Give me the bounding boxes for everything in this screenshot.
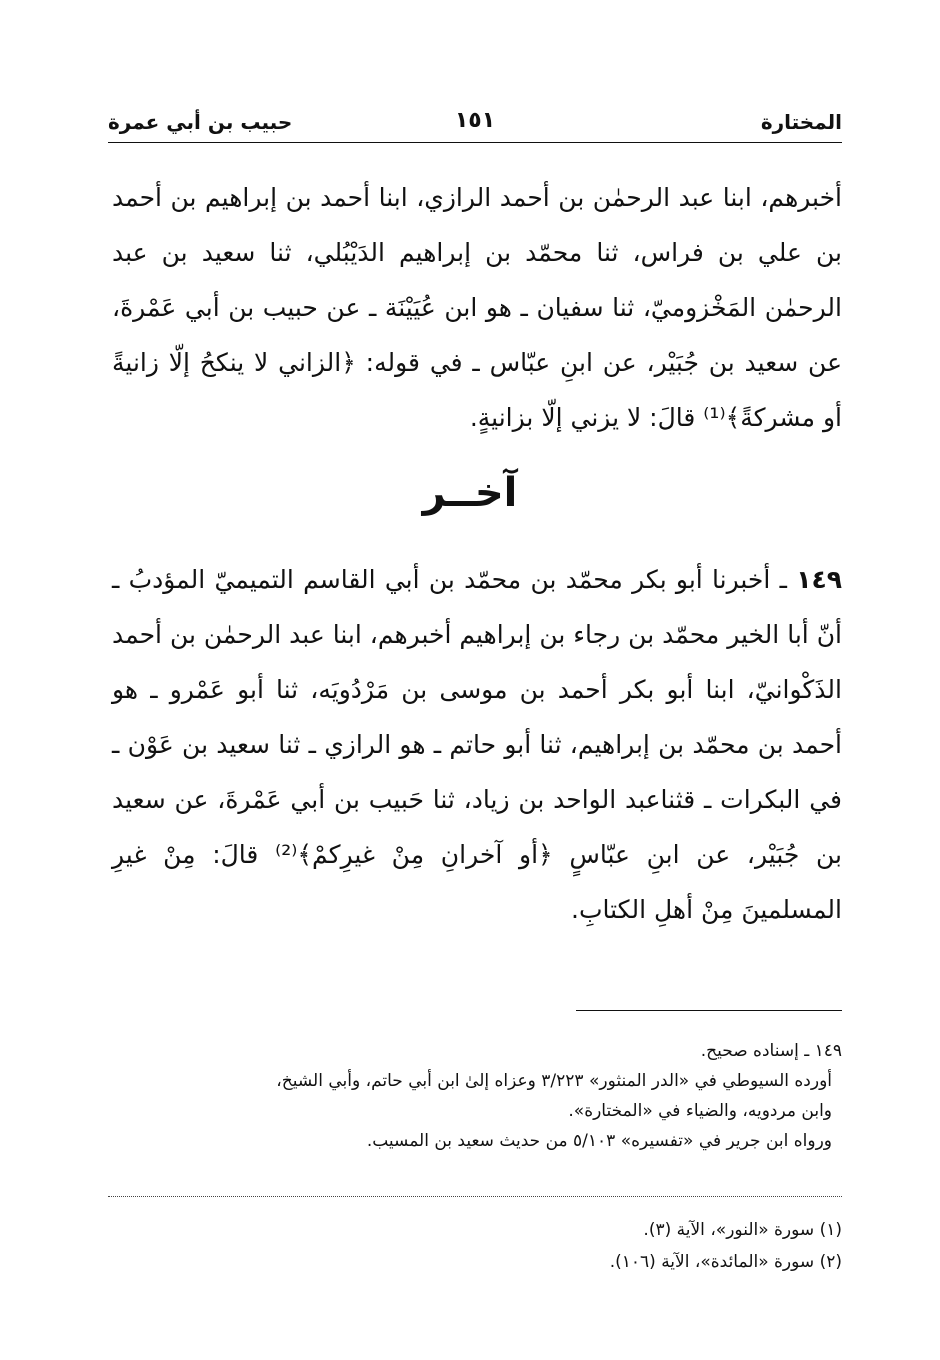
- hadith-number: ١٤٩: [796, 565, 842, 594]
- footnotes-list: [108, 1214, 842, 1278]
- takhrij-line: ١٤٩ ـ إسناده صحيح.: [700, 1041, 842, 1061]
- hadith-paragraph: [112, 552, 842, 937]
- footnote-separator: [576, 1010, 842, 1011]
- running-header: [108, 106, 842, 142]
- hadith-text: ـ أخبرنا أبو بكر محمّد بن محمّد بن أبي القاسم التميميّ المؤدبُ ـ أنّ أبا الخير محمّد بن رجاء بن إبراهيم أخبرهم، ابنا عبد الرحمٰن بن أحمد الذَكْوانيّ، ابنا أبو بكر أحمد بن موسى بن مَرْدُويَه، ثنا أبو عَمْرو ـ هو أحمد بن محمّد بن إبراهيم، ثنا أبو حاتم ـ هو الرازي ـ ثنا سعيد بن عَوْن ـ في البكرات ـ قثناعبد الواحد بن زياد، ثنا حَبيب بن أبي عَمْرةَ، عن سعيد بن جُبَيْر، عن ابنِ عبّاسٍ ﴿أو آخرانِ مِنْ غيرِكمْ﴾⁽²⁾ قالَ: مِنْ غيرِ المسلمينَ مِنْ أهلِ الكتابِ.: [112, 565, 843, 924]
- footnote-item: (١) سورة «النور»، الآية (٣).: [643, 1220, 842, 1240]
- chapter-title: حبيب بن أبي عمرة: [108, 110, 293, 134]
- book-section-title: المختارة: [760, 110, 842, 134]
- takhrij-line: أورده السيوطي في «الدر المنثور» ٣/٢٢٣ وعزاه إلىٰ ابن أبي حاتم، وأبي الشيخ،: [276, 1071, 832, 1091]
- section-heading: آخــر: [422, 470, 518, 516]
- takhrij-line: ورواه ابن جرير في «تفسيره» ٥/١٠٣ من حديث سعيد بن المسيب.: [366, 1131, 832, 1151]
- footnote-item: (٢) سورة «المائدة»، الآية (١٠٦).: [609, 1252, 842, 1272]
- header-divider: [108, 142, 842, 143]
- page-number: ١٥١: [454, 108, 496, 133]
- footnote-dotted-separator: [108, 1196, 842, 1197]
- takhrij-line: وابن مردويه، والضياء في «المختارة».: [568, 1101, 832, 1121]
- body-paragraph-continued: أخبرهم، ابنا عبد الرحمٰن بن أحمد الرازي، ابنا أحمد بن إبراهيم بن أحمد بن علي بن فراس، ثنا محمّد بن إبراهيم الدَيْبُلي، ثنا سعيد بن عبد الرحمٰن المَخْزوميّ، ثنا سفيان ـ هو ابن عُيَيْنَة ـ عن حبيب بن أبي عَمْرةَ، عن سعيد بن جُبَيْر، عن ابنِ عبّاس ـ في قوله: ﴿الزاني لا ينكحُ إلّا زانيةً أو مشركةً﴾⁽¹⁾ قالَ: لا يزني إلّا بزانيةٍ.: [112, 183, 842, 432]
- takhrij-notes: [102, 1036, 842, 1156]
